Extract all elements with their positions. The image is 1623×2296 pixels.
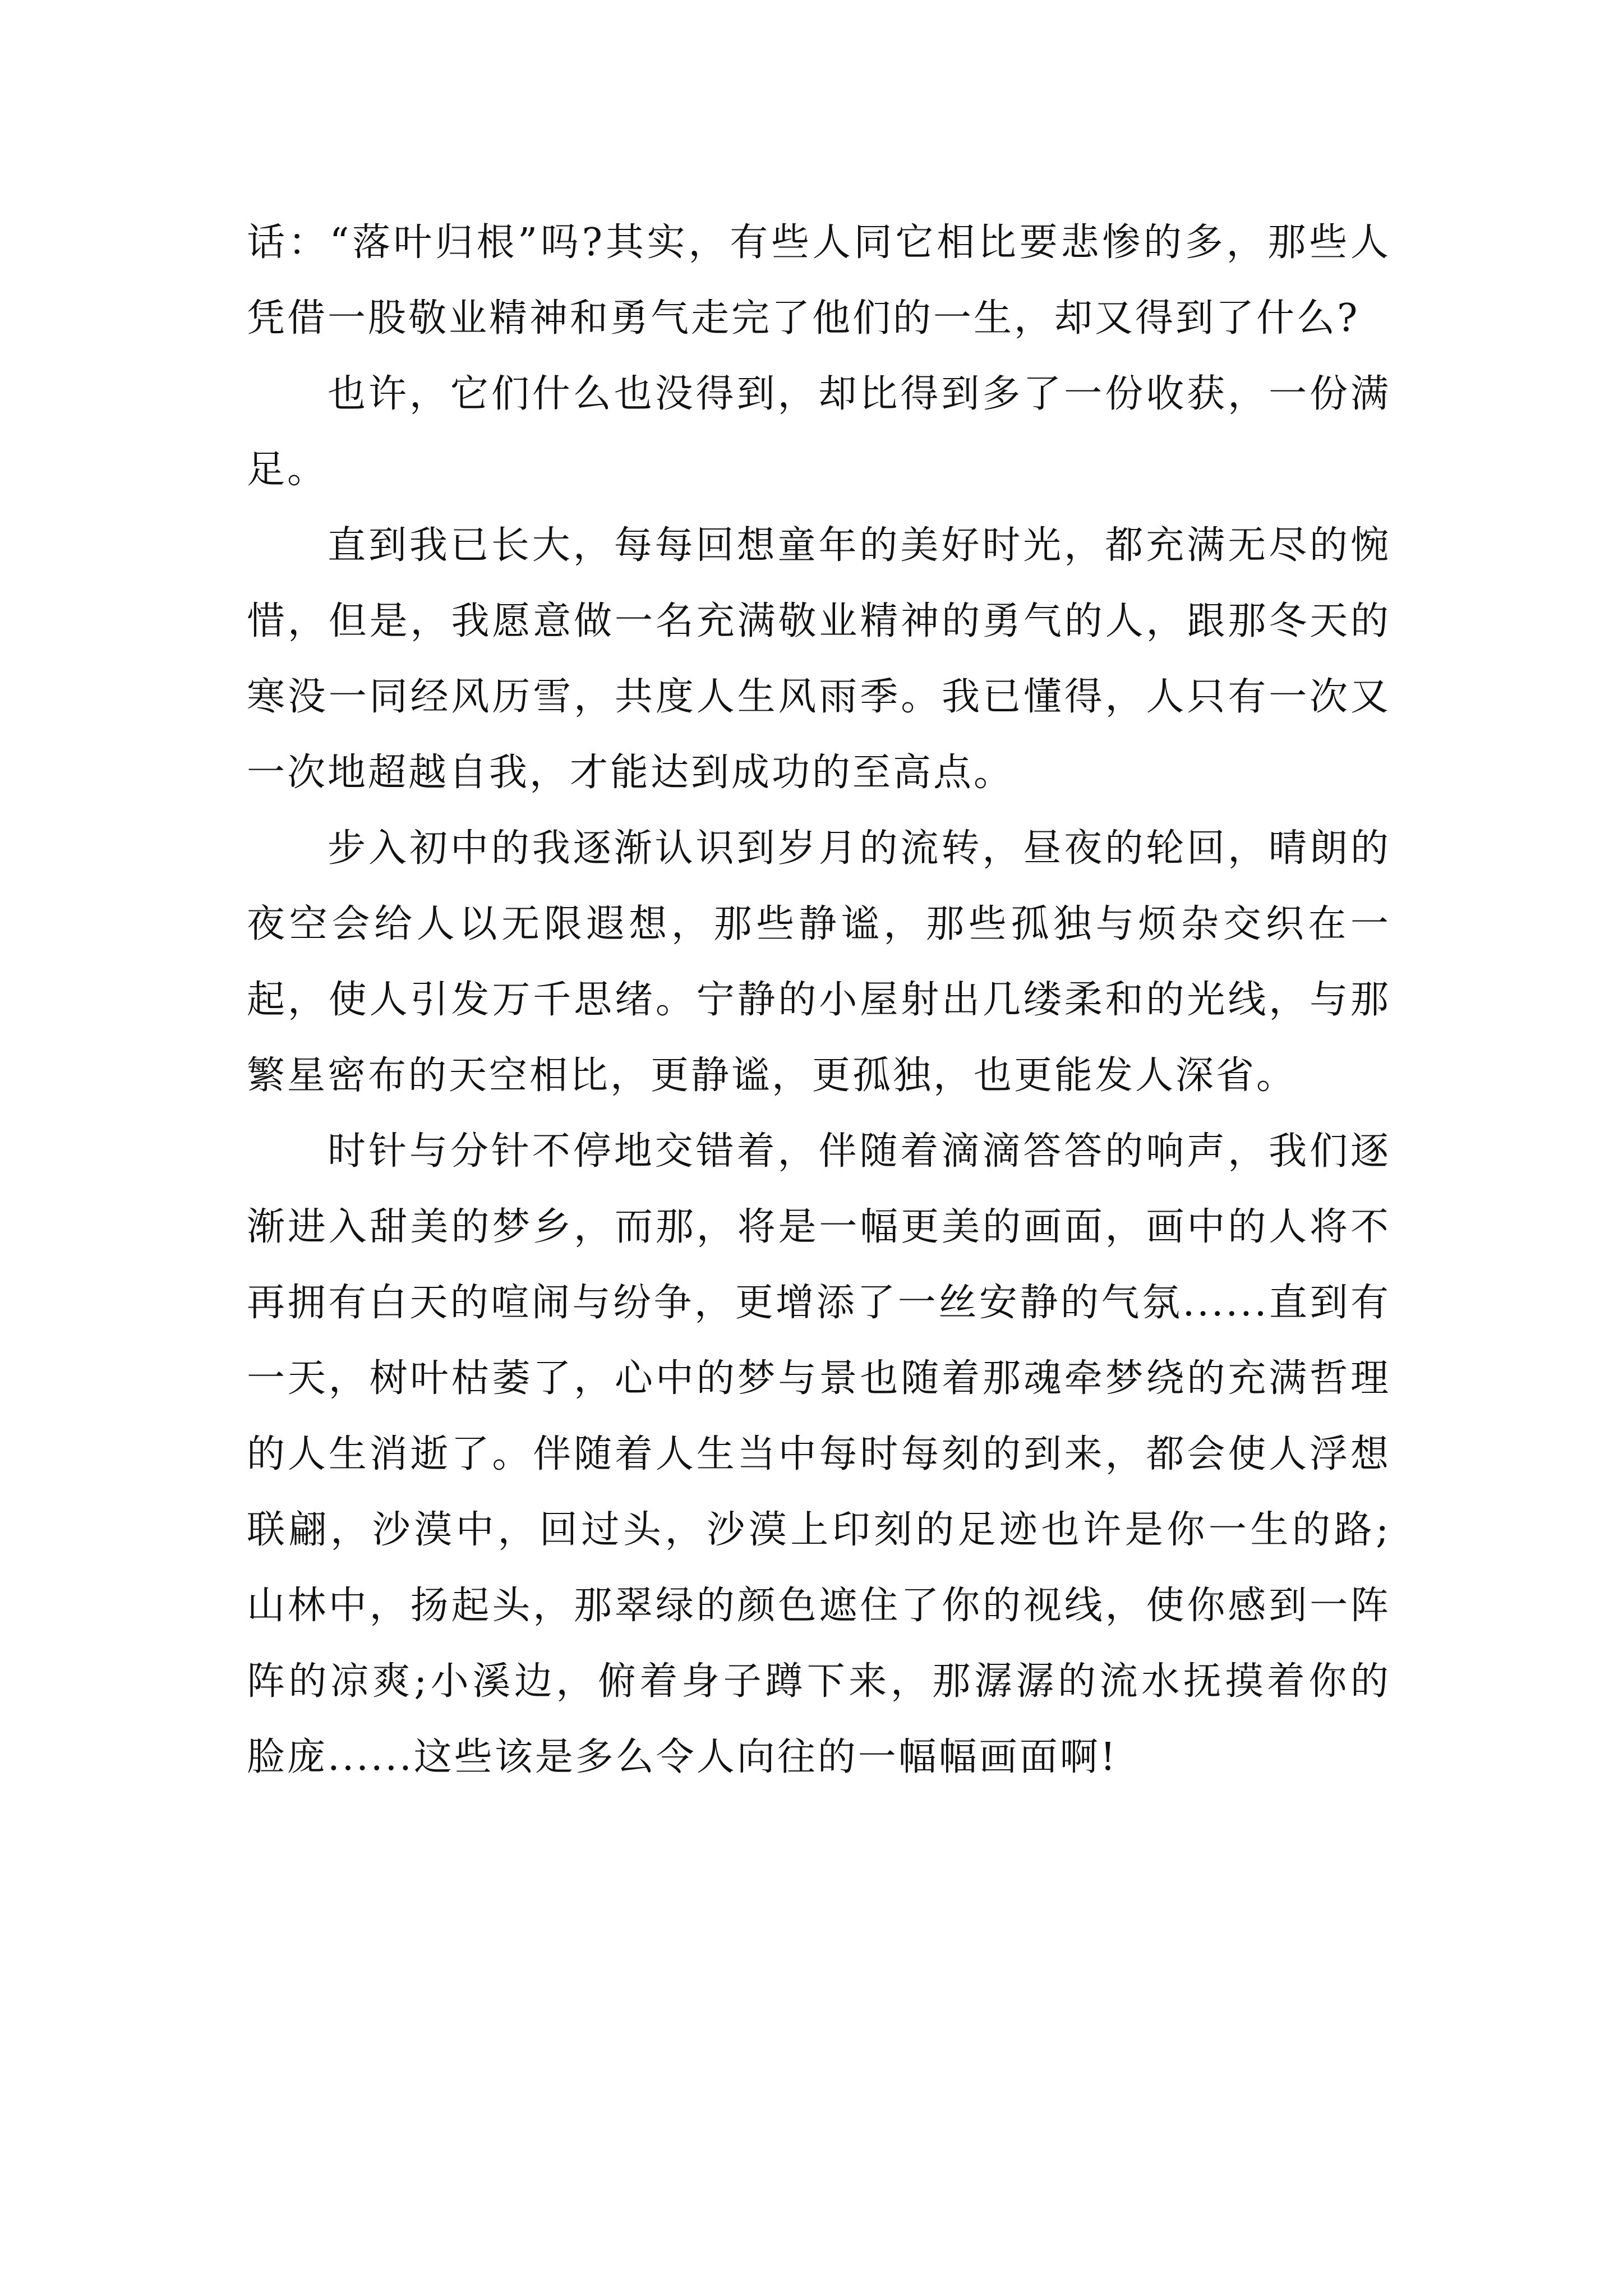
paragraph-1: 话：“落叶归根”吗?其实，有些人同它相比要悲惨的多，那些人凭借一股敬业精神和勇气走完了他们的一生，却又得到了什么? [247, 220, 1391, 341]
paragraph-4: 步入初中的我逐渐认识到岁月的流转，昼夜的轮回，晴朗的夜空会给人以无限遐想，那些静谧，那些孤独与烦杂交织在一起，使人引发万千思绪。宁静的小屋射出几缕柔和的光线，与那繁星密布的天空相比，更静谧，更孤独，也更能发人深省。 [247, 826, 1391, 1098]
paragraph-5: 时针与分针不停地交错着，伴随着滴滴答答的响声，我们逐渐进入甜美的梦乡，而那，将是一幅更美的画面，画中的人将不再拥有白天的喧闹与纷争，更增添了一丝安静的气氛......直到有一天，树叶枯萎了，心中的梦与景也随着那魂牵梦绕的充满哲理的人生消逝了。伴随着人生当中每时每刻的到来，都会使人浮想联翩，沙漠中，回过头，沙漠上印刻的足迹也许是你一生的路;山林中，扬起头，那翠绿的颜色遮住了你的视线，使你感到一阵阵的凉爽;小溪边，俯着身子蹲下来，那潺潺的流水抚摸着你的脸庞......这些该是多么令人向往的一幅幅画面啊! [247, 1129, 1391, 1779]
paragraph-3: 直到我已长大，每每回想童年的美好时光，都充满无尽的惋惜，但是，我愿意做一名充满敬业精神的勇气的人，跟那冬天的寒没一同经风历雪，共度人生风雨季。我已懂得，人只有一次又一次地超越自我，才能达到成功的至高点。 [247, 523, 1391, 795]
paragraph-2: 也许，它们什么也没得到，却比得到多了一份收获，一份满足。 [247, 372, 1391, 492]
body-text [247, 205, 1391, 1795]
